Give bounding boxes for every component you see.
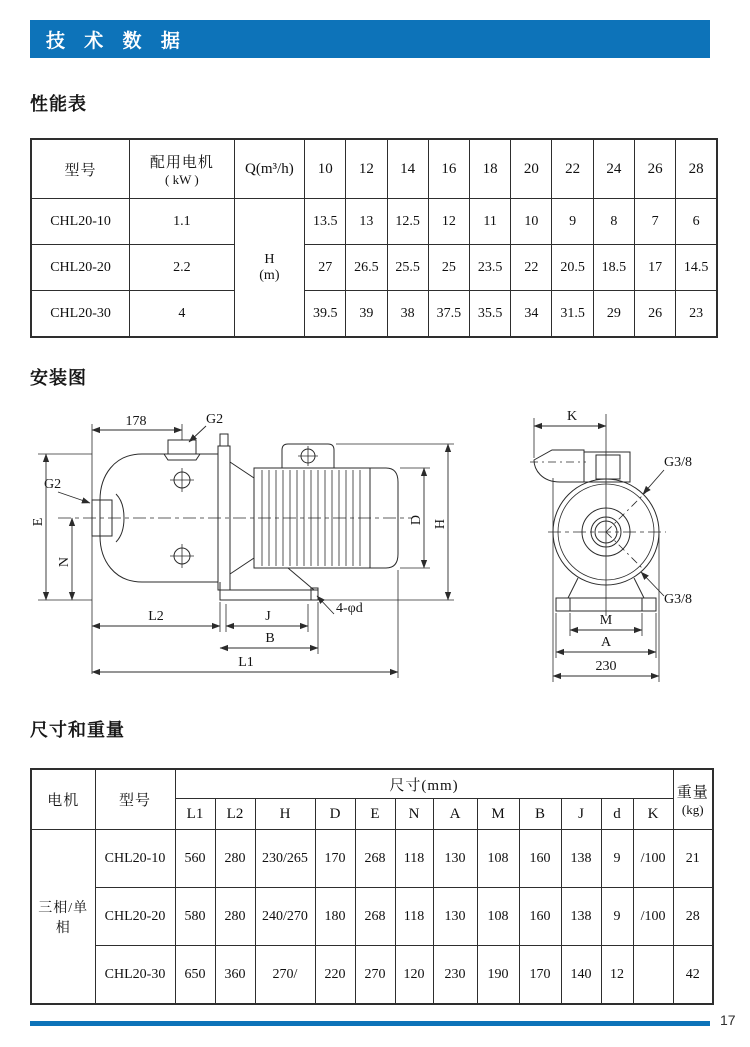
col-header-l1: L1 bbox=[175, 799, 215, 830]
col-header-q26: 26 bbox=[634, 139, 675, 199]
performance-table bbox=[30, 138, 718, 338]
col-header-k: K bbox=[633, 799, 673, 830]
table-row bbox=[31, 199, 717, 245]
dim-label-l1: L1 bbox=[238, 655, 254, 670]
cell: 118 bbox=[395, 830, 433, 888]
table-row bbox=[31, 830, 713, 888]
col-header-m: M bbox=[477, 799, 519, 830]
cell: 39.5 bbox=[305, 291, 346, 338]
col-header-size: 尺寸(mm) bbox=[175, 769, 673, 799]
cell: 108 bbox=[477, 830, 519, 888]
cell-weight: 28 bbox=[673, 888, 713, 946]
cell: 190 bbox=[477, 946, 519, 1005]
dimensions-table bbox=[30, 768, 714, 1005]
cell: 12 bbox=[601, 946, 633, 1005]
cell: 138 bbox=[561, 830, 601, 888]
cell: 17 bbox=[634, 245, 675, 291]
cell: 23 bbox=[676, 291, 717, 338]
cell: 12.5 bbox=[387, 199, 428, 245]
table-row bbox=[31, 888, 713, 946]
page-header-bar bbox=[30, 20, 710, 58]
cell-weight: 42 bbox=[673, 946, 713, 1005]
col-header-d: D bbox=[315, 799, 355, 830]
cell: 160 bbox=[519, 830, 561, 888]
cell: 120 bbox=[395, 946, 433, 1005]
col-header-model: 型号 bbox=[95, 769, 175, 830]
col-header-dd: d bbox=[601, 799, 633, 830]
col-header-j: J bbox=[561, 799, 601, 830]
col-header-q28: 28 bbox=[676, 139, 717, 199]
cell: 39 bbox=[346, 291, 387, 338]
col-header-q14: 14 bbox=[387, 139, 428, 199]
cell: 170 bbox=[519, 946, 561, 1005]
col-header-b: B bbox=[519, 799, 561, 830]
col-header-q24: 24 bbox=[593, 139, 634, 199]
table-row bbox=[31, 946, 713, 1005]
col-header-q16: 16 bbox=[428, 139, 469, 199]
cell: 180 bbox=[315, 888, 355, 946]
col-header-q12: 12 bbox=[346, 139, 387, 199]
col-header-model: 型号 bbox=[31, 139, 130, 199]
weight-unit: (kg) bbox=[681, 802, 704, 817]
col-header-q20: 20 bbox=[511, 139, 552, 199]
dim-label-l2: L2 bbox=[148, 609, 164, 624]
plug-label-g38-top: G3/8 bbox=[664, 455, 692, 470]
cell: 20.5 bbox=[552, 245, 593, 291]
cell: 10 bbox=[511, 199, 552, 245]
cell: 11 bbox=[470, 199, 511, 245]
cell: 27 bbox=[305, 245, 346, 291]
cell: 7 bbox=[634, 199, 675, 245]
table-row bbox=[31, 245, 717, 291]
cell: 360 bbox=[215, 946, 255, 1005]
cell-weight: 21 bbox=[673, 830, 713, 888]
col-header-flow: Q(m³/h) bbox=[234, 139, 304, 199]
cell: 25 bbox=[428, 245, 469, 291]
cell: /100 bbox=[633, 830, 673, 888]
cell-model: CHL20-20 bbox=[31, 245, 130, 291]
cell: 29 bbox=[593, 291, 634, 338]
cell: 34 bbox=[511, 291, 552, 338]
cell: 560 bbox=[175, 830, 215, 888]
table-row bbox=[31, 291, 717, 338]
dim-label-230: 230 bbox=[595, 659, 617, 674]
cell: 25.5 bbox=[387, 245, 428, 291]
cell: 268 bbox=[355, 830, 395, 888]
cell: 280 bbox=[215, 830, 255, 888]
col-header-motor: 电机 bbox=[31, 769, 95, 830]
cell: 280 bbox=[215, 888, 255, 946]
cell: 23.5 bbox=[470, 245, 511, 291]
cell: 170 bbox=[315, 830, 355, 888]
dim-label-e: E bbox=[31, 517, 46, 527]
col-header-q22: 22 bbox=[552, 139, 593, 199]
cell-power: 4 bbox=[130, 291, 235, 338]
cell: 9 bbox=[552, 199, 593, 245]
motor-unit: ( kW ) bbox=[165, 171, 199, 187]
cell: 130 bbox=[433, 888, 477, 946]
cell: 230 bbox=[433, 946, 477, 1005]
cell: 26.5 bbox=[346, 245, 387, 291]
cell-model: CHL20-30 bbox=[31, 291, 130, 338]
motor-label: 配用电机 bbox=[149, 154, 214, 171]
weight-label: 重量 bbox=[676, 785, 709, 801]
col-header-e: E bbox=[355, 799, 395, 830]
dim-label-n: N bbox=[57, 556, 72, 568]
cell: 13.5 bbox=[305, 199, 346, 245]
section-title-performance: 性能表 bbox=[30, 94, 87, 114]
pump-front-view-drawing bbox=[496, 400, 728, 697]
cell: 138 bbox=[561, 888, 601, 946]
cell: 268 bbox=[355, 888, 395, 946]
cell: 650 bbox=[175, 946, 215, 1005]
col-header-h: H bbox=[255, 799, 315, 830]
dim-label-d: D bbox=[409, 514, 424, 526]
section-title-installation: 安装图 bbox=[30, 368, 87, 388]
col-header-q18: 18 bbox=[470, 139, 511, 199]
cell: 37.5 bbox=[428, 291, 469, 338]
footer-accent-bar bbox=[30, 1021, 710, 1026]
cell: 13 bbox=[346, 199, 387, 245]
cell: 35.5 bbox=[470, 291, 511, 338]
cell bbox=[633, 946, 673, 1005]
dim-label-h: H bbox=[433, 518, 448, 530]
cell-model: CHL20-10 bbox=[31, 199, 130, 245]
mount-holes-label: 4-φd bbox=[336, 601, 363, 616]
page-number: 17 bbox=[720, 1012, 736, 1028]
cell: 270/ bbox=[255, 946, 315, 1005]
cell: 9 bbox=[601, 830, 633, 888]
cell: 270 bbox=[355, 946, 395, 1005]
cell: 580 bbox=[175, 888, 215, 946]
cell-model: CHL20-10 bbox=[95, 830, 175, 888]
cell-head-label bbox=[234, 199, 304, 338]
col-header-motor bbox=[130, 139, 235, 199]
cell: 12 bbox=[428, 199, 469, 245]
col-header-l2: L2 bbox=[215, 799, 255, 830]
col-header-weight bbox=[673, 769, 713, 830]
cell: 240/270 bbox=[255, 888, 315, 946]
dim-label-k: K bbox=[566, 409, 578, 424]
port-label-g2-inlet: G2 bbox=[44, 477, 62, 492]
table-header-row bbox=[31, 139, 717, 199]
cell: 130 bbox=[433, 830, 477, 888]
cell: 230/265 bbox=[255, 830, 315, 888]
h-label: H bbox=[264, 251, 275, 267]
cell-motor-type: 三相/单相 bbox=[31, 830, 95, 1005]
plug-label-g38-bottom: G3/8 bbox=[664, 592, 692, 607]
cell: 14.5 bbox=[676, 245, 717, 291]
section-title-dimensions: 尺寸和重量 bbox=[30, 720, 125, 740]
cell: 108 bbox=[477, 888, 519, 946]
port-label-g2-top: G2 bbox=[206, 412, 224, 427]
col-header-n: N bbox=[395, 799, 433, 830]
col-header-q10: 10 bbox=[305, 139, 346, 199]
cell: /100 bbox=[633, 888, 673, 946]
cell: 160 bbox=[519, 888, 561, 946]
cell-power: 1.1 bbox=[130, 199, 235, 245]
cell: 31.5 bbox=[552, 291, 593, 338]
cell: 118 bbox=[395, 888, 433, 946]
dim-label-m: M bbox=[599, 613, 613, 628]
dim-label-a: A bbox=[600, 635, 612, 650]
cell: 8 bbox=[593, 199, 634, 245]
dim-label-b: B bbox=[265, 631, 275, 646]
cell: 6 bbox=[676, 199, 717, 245]
cell: 220 bbox=[315, 946, 355, 1005]
cell: 18.5 bbox=[593, 245, 634, 291]
cell: 22 bbox=[511, 245, 552, 291]
h-unit: (m) bbox=[259, 267, 280, 283]
col-header-a: A bbox=[433, 799, 477, 830]
cell: 140 bbox=[561, 946, 601, 1005]
pump-side-view-drawing bbox=[30, 400, 465, 697]
cell-model: CHL20-30 bbox=[95, 946, 175, 1005]
dim-label-j: J bbox=[265, 609, 271, 624]
table-header-row bbox=[31, 769, 713, 799]
cell: 26 bbox=[634, 291, 675, 338]
cell: 9 bbox=[601, 888, 633, 946]
dim-label-178: 178 bbox=[125, 414, 147, 429]
cell-power: 2.2 bbox=[130, 245, 235, 291]
cell-model: CHL20-20 bbox=[95, 888, 175, 946]
page-title: 技 术 数 据 bbox=[46, 30, 187, 52]
cell: 38 bbox=[387, 291, 428, 338]
